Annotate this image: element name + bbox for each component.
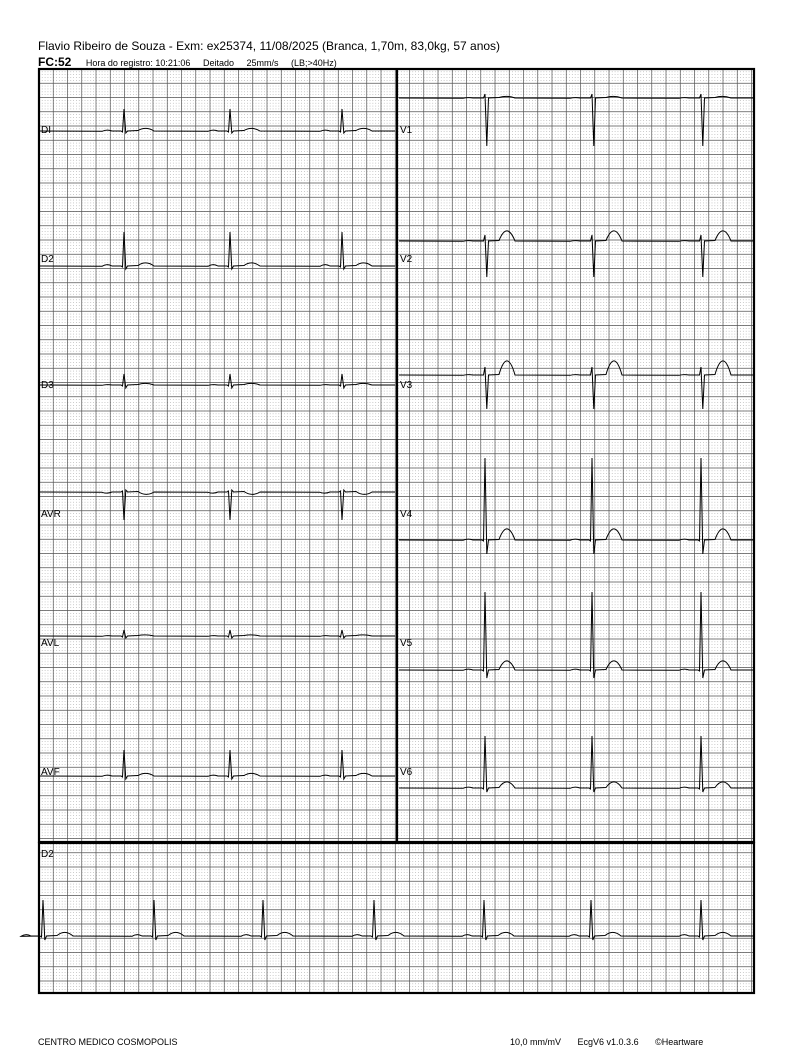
brand-mark: ©Heartware [655,1037,704,1047]
patient-info: Flavio Ribeiro de Souza - Exm: ex25374, 11/08/2025 (Branca, 1,70m, 83,0kg, 57 anos) [38,39,501,53]
heart-rate: FC:52 [38,55,72,69]
lead-label-avl: AVL [41,638,60,649]
lead-label-d2: D2 [41,254,54,265]
trace-avl [40,630,395,638]
clinic-name: CENTRO MEDICO COSMOPOLIS [38,1037,178,1047]
lead-label-v2: V2 [400,254,413,265]
lead-label-di: DI [41,125,51,136]
lead-label-avr: AVR [41,509,61,520]
trace-d3 [40,374,395,388]
filter-setting: (LB;>40Hz) [291,58,337,68]
record-time: Hora do registro: 10:21:06 [85,58,191,68]
lead-label-avf: AVF [41,767,60,778]
lead-label-v1: V1 [400,125,413,136]
software-version: EcgV6 v1.0.3.6 [577,1037,639,1047]
lead-label-v4: V4 [400,509,413,520]
trace-rhythm-d2 [21,900,753,940]
lead-label-v6: V6 [400,767,413,778]
lead-label-v5: V5 [400,638,413,649]
gain-setting: 10,0 mm/mV [510,1037,562,1047]
lead-label-rhythm: D2 [41,849,54,860]
trace-d2 [40,232,395,269]
paper-speed: 25mm/s [246,58,279,68]
lead-label-v3: V3 [400,380,413,391]
trace-di [40,109,395,133]
patient-position: Deitado [202,58,234,68]
lead-label-d3: D3 [41,380,54,391]
device-info [510,1037,703,1047]
